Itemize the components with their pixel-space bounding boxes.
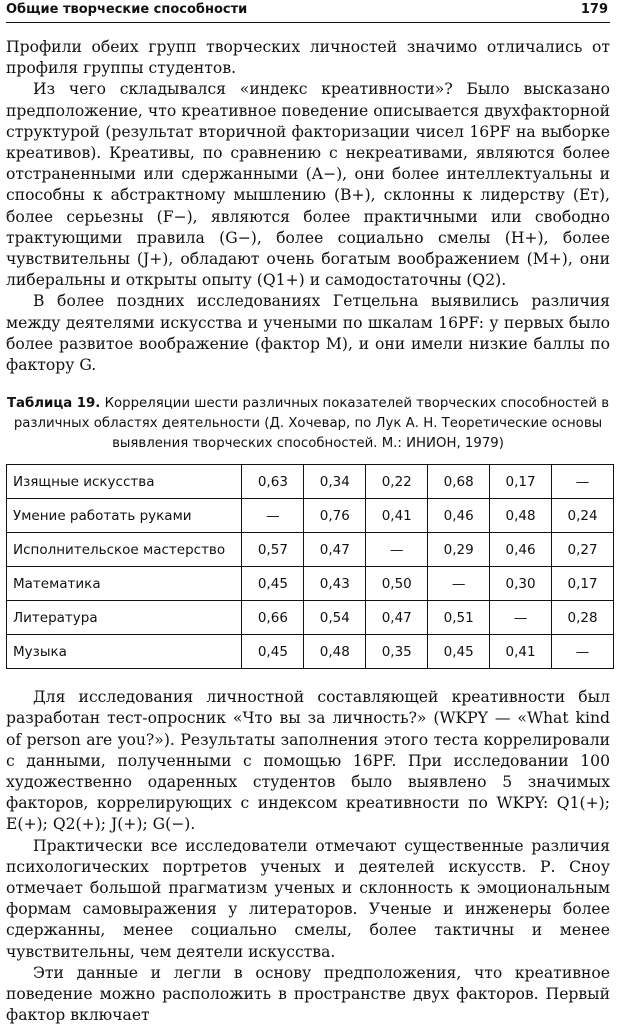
paragraph-5: Практически все исследователи отмечают существенные различия психологических портретов ученых и деятелей искусств. Р. Сноу отмечает большой прагматизм ученых и склонность к эмоциональным формам самовыражения у литераторов. Ученые и инженеры более сдержанны, менее социально смелы, более тактичны и менее чувствительны, чем деятели искусства. bbox=[6, 836, 610, 961]
paragraph-3: В более поздних исследованиях Гетцельна выявились различия между деятелями искусства и учеными по шкалам 16PF: у первых было более развитое воображение (фактор M), и они имели низкие баллы по фактору G. bbox=[6, 292, 610, 375]
paragraph-4: Для исследования личностной составляющей креативности был разработан тест-опросник «Что вы за личность?» (WKPY — «What kind of person are you?»). Результаты заполнения этого теста коррелировали с данными, полученными с помощью 16PF. При исследовании 100 художественно одаренных студентов было выявлено 5 значимых факторов, коррелирующих с индексом креативности по WKPY: Q1(+); E(+); Q2(+); J(+); G(−). bbox=[6, 688, 610, 834]
table-cell: 0,68 bbox=[428, 465, 490, 499]
correlation-table bbox=[6, 464, 614, 669]
paragraph-6: Эти данные и легли в основу предположения, что креативное поведение можно расположить в пространстве двух факторов. Первый фактор включает bbox=[6, 963, 610, 1025]
table-cell: 0,50 bbox=[366, 567, 428, 601]
table-cell: 0,48 bbox=[304, 635, 366, 669]
table-cell: 0,35 bbox=[366, 635, 428, 669]
table-row bbox=[7, 465, 614, 499]
table-cell: 0,24 bbox=[552, 499, 614, 533]
table-cell: 0,47 bbox=[366, 601, 428, 635]
running-header bbox=[6, 0, 610, 23]
table-cell: 0,17 bbox=[552, 567, 614, 601]
table-cell: 0,46 bbox=[428, 499, 490, 533]
table-cell: 0,63 bbox=[242, 465, 304, 499]
table-cell: 0,41 bbox=[490, 635, 552, 669]
text-after-table bbox=[6, 687, 610, 1026]
table-row bbox=[7, 567, 614, 601]
table-cell: — bbox=[366, 533, 428, 567]
table-cell: 0,54 bbox=[304, 601, 366, 635]
table-caption bbox=[6, 394, 610, 454]
table-cell: 0,34 bbox=[304, 465, 366, 499]
table-cell: 0,22 bbox=[366, 465, 428, 499]
table-cell: 0,29 bbox=[428, 533, 490, 567]
table-cell: 0,27 bbox=[552, 533, 614, 567]
table-cell: 0,46 bbox=[490, 533, 552, 567]
table-cell: — bbox=[490, 601, 552, 635]
table-cell: 0,45 bbox=[428, 635, 490, 669]
table-cell: 0,57 bbox=[242, 533, 304, 567]
paragraph-2: Из чего складывался «индекс креативности»? Было высказано предположение, что креативное поведение описывается двухфакторной структурой (результат вторичной факторизации чисел 16PF на выборке креативов). Креативы, по сравнению с некреативами, являются более отстраненными или сдержанными (A−), они более интеллектуальны и способны к абстрактному мышлению (B+), склонны к лидерству (Eт), более серьезны (F−), являются более практичными или свободно трактующими правила (G−), более социально смелы (H+), более чувствительны (J+), обладают очень богатым воображением (M+), они либеральны и открыты опыту (Q1+) и самодостаточны (Q2). bbox=[6, 80, 610, 290]
table-cell: 0,47 bbox=[304, 533, 366, 567]
table-row bbox=[7, 533, 614, 567]
table-row bbox=[7, 499, 614, 533]
table-cell: 0,43 bbox=[304, 567, 366, 601]
table-cell: 0,66 bbox=[242, 601, 304, 635]
row-label: Исполнительское мастерство bbox=[7, 533, 242, 567]
table-cell: 0,45 bbox=[242, 635, 304, 669]
table-cell: 0,48 bbox=[490, 499, 552, 533]
row-label: Литература bbox=[7, 601, 242, 635]
table-cell: 0,76 bbox=[304, 499, 366, 533]
table-row bbox=[7, 601, 614, 635]
table-caption-text: Корреляции шести различных показателей творческих способностей в различных областях деятельности (Д. Хочевар, по Лук А. Н. Теоретические основы выявления творческих способностей. М.: ИНИОН, 1979) bbox=[13, 396, 610, 452]
table-cell: 0,41 bbox=[366, 499, 428, 533]
running-title: Общие творческие способности bbox=[6, 2, 248, 17]
row-label: Изящные искусства bbox=[7, 465, 242, 499]
page-body bbox=[6, 37, 610, 1027]
table-cell: 0,51 bbox=[428, 601, 490, 635]
table-cell: — bbox=[552, 465, 614, 499]
table-cell: 0,45 bbox=[242, 567, 304, 601]
table-row bbox=[7, 635, 614, 669]
table-cell: 0,28 bbox=[552, 601, 614, 635]
table-caption-title: Таблица 19. bbox=[6, 396, 101, 412]
page-number: 179 bbox=[580, 2, 608, 17]
row-label: Математика bbox=[7, 567, 242, 601]
table-cell: 0,17 bbox=[490, 465, 552, 499]
table-cell: — bbox=[428, 567, 490, 601]
row-label: Музыка bbox=[7, 635, 242, 669]
paragraph-1: Профили обеих групп творческих личностей значимо отличались от профиля группы студентов. bbox=[6, 38, 610, 78]
table-cell: — bbox=[552, 635, 614, 669]
table-cell: — bbox=[242, 499, 304, 533]
row-label: Умение работать руками bbox=[7, 499, 242, 533]
table-cell: 0,30 bbox=[490, 567, 552, 601]
